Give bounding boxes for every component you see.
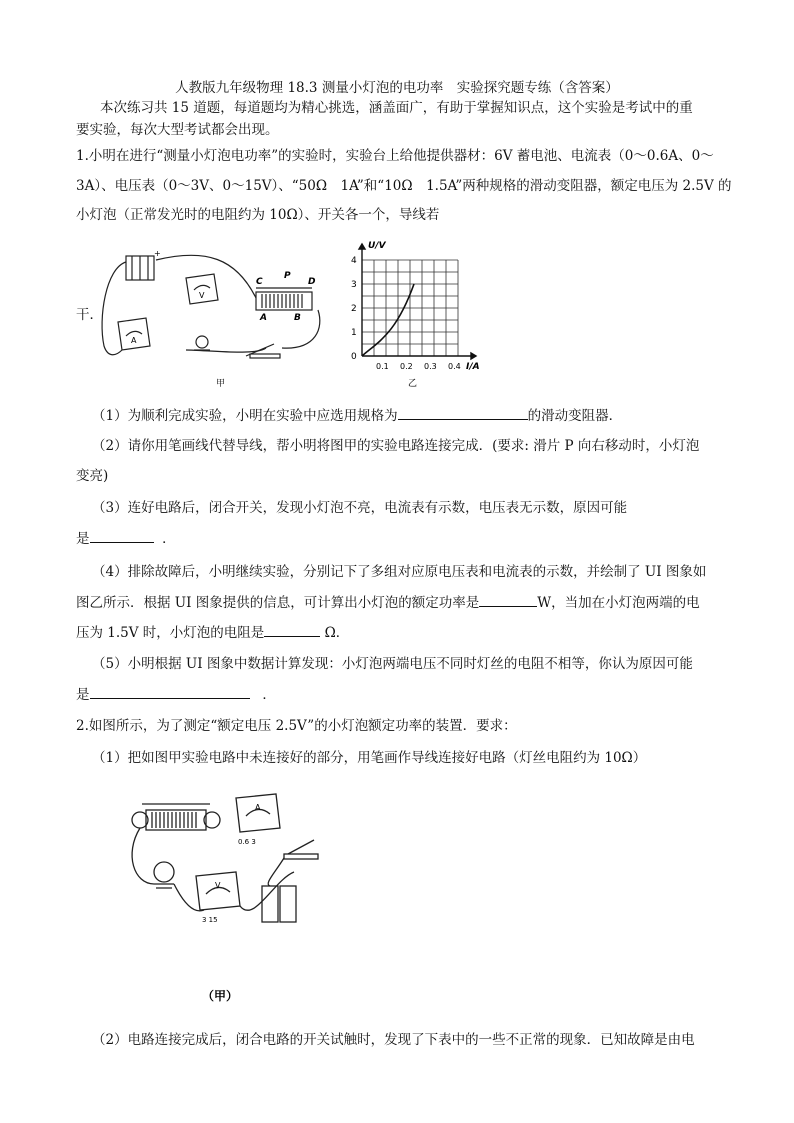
q1-part-1: （1）为顺利完成实验，小明在实验中应选用规格为 的滑动变阻器． (92, 405, 622, 426)
q1-answer-blank-1[interactable] (398, 405, 528, 420)
y-tick-0: 0 (351, 352, 357, 362)
x-tick-0.3: 0.3 (424, 362, 437, 371)
x-tick-0.4: 0.4 (448, 362, 461, 371)
voltmeter-label: V (199, 291, 205, 300)
q1-answer-blank-4a[interactable] (479, 592, 537, 607)
q1-part-2-line-1: （2）请你用笔画线代替导线，帮小明将图甲的实验电路连接完成．(要求: 滑片 P 向右移动时，小灯泡 (92, 438, 700, 454)
q2-part-1: （1）把如图甲实验电路中未连接好的部分，用笔画作导线连接好电路（灯丝电阻约为 10Ω） (92, 750, 647, 766)
y-axis-label: U/V (368, 241, 386, 251)
q1-stem-line-3: 小灯泡（正常发光时的电阻约为 10Ω）、开关各一个，导线若 (76, 207, 440, 223)
q1-part-5-line-2: 是 ． (76, 684, 276, 705)
q1-ui-graph (338, 238, 498, 388)
terminal-a-label: A (260, 313, 267, 323)
terminal-c-label: C (256, 277, 263, 287)
q1-circuit-figure (96, 238, 332, 390)
wire (102, 262, 126, 355)
y-tick-1: 1 (351, 328, 357, 338)
y-tick-2: 2 (351, 304, 357, 314)
page-title: 人教版九年级物理 18.3 测量小灯泡的电功率 实验探究题专练（含答案） (175, 80, 619, 96)
q1-stem-line-4: 干． (76, 307, 103, 323)
intro-line-2: 要实验，每次大型考试都会出现。 (76, 122, 279, 138)
q1-part-3-line-1: （3）连好电路后，闭合开关，发现小灯泡不亮，电流表有示数，电压表无示数，原因可能 (92, 500, 628, 516)
q2-ammeter-label: A (255, 803, 261, 812)
terminal-b-label: B (294, 313, 301, 323)
battery-plus-label: + (154, 249, 161, 258)
q2-voltmeter-label: V (215, 881, 221, 890)
y-tick-3: 3 (351, 280, 357, 290)
q1-answer-blank-4b[interactable] (264, 622, 320, 637)
x-tick-0.2: 0.2 (400, 362, 413, 371)
fig-yi-caption: 乙 (408, 379, 418, 388)
q1-part-5-line-1: （5）小明根据 UI 图象中数据计算发现：小灯泡两端电压不同时灯丝的电阻不相等，你认为原因可能 (92, 656, 693, 672)
intro-line-1: 本次练习共 15 道题，每道题均为精心挑选，涵盖面广，有助于掌握知识点，这个实验是考试中的重 (100, 100, 693, 116)
q2-circuit-figure (124, 784, 324, 1008)
y-tick-4: 4 (351, 256, 357, 266)
q1-answer-blank-3[interactable] (90, 528, 154, 543)
x-tick-0.1: 0.1 (376, 362, 389, 371)
q2-stem: 2.如图所示，为了测定“额定电压 2.5V”的小灯泡额定功率的装置．要求： (76, 718, 517, 734)
fig-jia-caption: 甲 (216, 379, 226, 389)
q2-fig-caption: （甲） (202, 989, 239, 1003)
q1-part-3-line-2: 是 ． (76, 528, 176, 549)
q2-part-2: （2）电路连接完成后，闭合电路的开关试触时，发现了下表中的一些不正常的现象．已知故障是由电 (92, 1032, 695, 1048)
q2-ammeter-ticks: 0.6 3 (238, 838, 256, 846)
ammeter-label: A (131, 336, 137, 345)
q1-stem-line-2: 3A）、电压表（0～3V、0～15V）、“50Ω 1A”和“10Ω 1.5A”两种规格的滑动变阻器，额定电压为 2.5V 的 (76, 178, 732, 194)
terminal-d-label: D (308, 277, 316, 287)
x-axis-label: I/A (466, 362, 480, 372)
q1-stem-line-1: 1.小明在进行“测量小灯泡电功率”的实验时，实验台上给他提供器材：6V 蓄电池、电流表（0～0.6A、0～ (76, 148, 714, 164)
q1-answer-blank-5[interactable] (90, 684, 250, 699)
q1-part-4-line-2: 图乙所示．根据 UI 图象提供的信息，可计算出小灯泡的额定功率是 W，当加在小灯泡两端的电 (76, 592, 700, 613)
q2-voltmeter-ticks: 3 15 (202, 916, 218, 924)
slider-p-label: P (284, 271, 291, 281)
q1-part-4-line-1: （4）排除故障后，小明继续实验，分别记下了多组对应原电压表和电流表的示数，并绘制了 UI 图象如 (92, 564, 707, 580)
q1-part-2-line-2: 变亮) (76, 468, 109, 484)
q1-part-4-line-3: 压为 1.5V 时，小灯泡的电阻是 Ω． (76, 622, 349, 643)
